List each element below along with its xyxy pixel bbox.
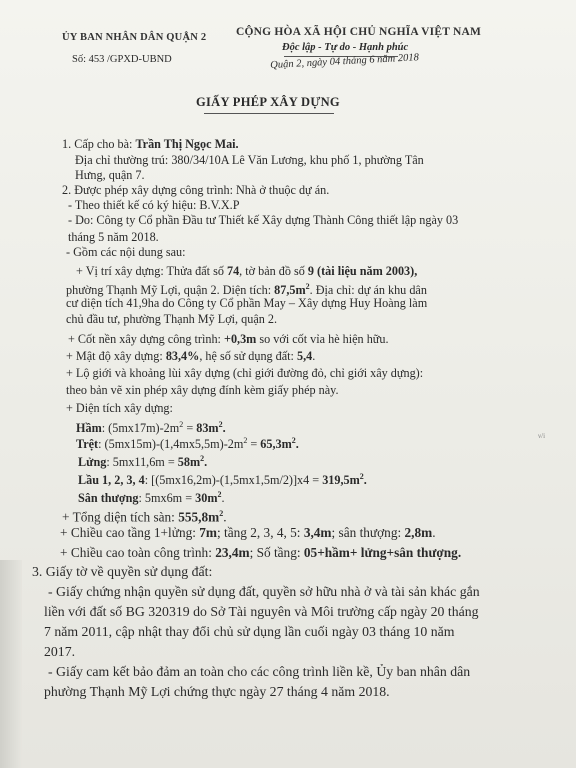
issuing-authority: ỦY BAN NHÂN DÂN QUẬN 2 xyxy=(62,32,207,43)
section-1-address-2: Hưng, quận 7. xyxy=(75,168,145,182)
margin-mark: ν/i xyxy=(538,432,546,440)
total-floor-area: + Tổng diện tích sàn: $555,8m^2$. xyxy=(62,509,227,525)
page-title: GIẤY PHÉP XÂY DỰNG xyxy=(196,95,340,109)
section-3-commitment-1: - Giấy cam kết bảo đảm an toàn cho các công trình liền kề, Ủy ban nhân dân xyxy=(48,664,471,679)
construction-area-heading: + Diện tích xây dựng: xyxy=(66,401,173,415)
section-2-design-code: - Theo thiết kế có ký hiệu: B.V.X.P xyxy=(68,198,240,212)
country-name: CỘNG HÒA XÃ HỘI CHỦ NGHĨA VIỆT NAM xyxy=(236,26,482,38)
location-line-4: chủ đầu tư, phường Thạnh Mỹ Lợi, quận 2. xyxy=(66,312,278,326)
section-3-certificate-3: 7 năm 2011, cập nhật thay đổi chủ sử dụng lần cuối ngày 03 tháng 10 năm xyxy=(44,624,455,639)
setback-line-1: + Lộ giới và khoảng lùi xây dựng (chỉ giới đường đỏ, chỉ giới xây dựng): xyxy=(66,366,424,380)
floor-heights: + Chiều cao tầng 1+lửng: 7m; tầng 2, 3, 4, 5: 3,4m; sân thượng: 2,8m. xyxy=(60,525,436,540)
section-2-design-date: tháng 5 năm 2018. xyxy=(68,230,159,244)
section-1-grantee: 1. Cấp cho bà: Trần Thị Ngọc Mai. xyxy=(62,137,239,151)
location-line-2: phường Thạnh Mỹ Lợi, quận 2. Diện tích: $87,5m^2$. Địa chỉ: dự án khu dân xyxy=(66,282,427,298)
section-2-contents: - Gồm các nội dung sau: xyxy=(66,245,186,259)
title-underline xyxy=(204,113,334,114)
setback-line-2: theo bản vẽ xin phép xây dựng đính kèm giấy phép này. xyxy=(66,383,339,397)
section-3-certificate-2: liền với đất số BG 320319 do Sở Tài nguyên và Môi trường cấp ngày 20 tháng xyxy=(44,604,479,619)
area-upper-floors: Lầu 1, 2, 3, 4: $[(5mx16,2m)-(1,5mx1,5m/2)]x4 = 319,5m^2$. xyxy=(78,472,367,488)
document-number: Số: 453 /GPXD-UBND xyxy=(72,54,172,65)
section-1-address-1: Địa chỉ thường trú: 380/34/10A Lê Văn Lương, khu phố 1, phường Tân xyxy=(75,153,424,167)
section-3-commitment-2: phường Thạnh Mỹ Lợi chứng thực ngày 27 tháng 4 năm 2018. xyxy=(44,684,390,699)
location-line-3: cư diện tích 41,9ha do Công ty Cổ phần May – Xây dựng Huy Hoàng làm xyxy=(66,296,428,310)
building-density: + Mật độ xây dựng: 83,4%, hệ số sử dụng đất: 5,4. xyxy=(66,349,316,363)
national-motto: Độc lập - Tự do - Hạnh phúc xyxy=(282,42,409,53)
area-ground-floor: Trệt: $(5mx15m)-(1,4mx5,5m)-2m^2 = 65,3m^2$. xyxy=(76,436,299,452)
section-3-certificate-4: 2017. xyxy=(44,644,76,659)
issue-date: Quận 2, ngày 04 tháng 6 năm 2018 xyxy=(270,52,420,71)
section-2-designer: - Do: Công ty Cổ phần Đầu tư Thiết kế Xây dựng Thành Công thiết lập ngày 03 xyxy=(68,213,459,227)
area-mezzanine: Lửng: $5mx11,6m = 58m^2$. xyxy=(78,454,208,470)
page-shadow xyxy=(0,560,22,768)
foundation-level: + Cốt nền xây dựng công trình: +0,3m so với cốt vỉa hè hiện hữu. xyxy=(68,332,389,346)
area-rooftop: Sân thượng: $5mx6m = 30m^2$. xyxy=(78,490,225,506)
section-3-heading: 3. Giấy tờ về quyền sử dụng đất: xyxy=(32,564,213,579)
total-height: + Chiều cao toàn công trình: 23,4m; Số tầng: 05+hầm+ lửng+sân thượng. xyxy=(60,545,462,560)
section-3-certificate-1: - Giấy chứng nhận quyền sử dụng đất, quyền sở hữu nhà ở và tài sản khác gắn xyxy=(48,584,480,599)
section-2-heading: 2. Được phép xây dựng công trình: Nhà ở thuộc dự án. xyxy=(62,183,330,197)
area-basement: Hầm: $(5mx17m)-2m^2 = 83m^2$. xyxy=(76,420,226,436)
location-line-1: + Vị trí xây dựng: Thửa đất số 74, tờ bản đồ số 9 (tài liệu năm 2003), xyxy=(76,264,418,278)
